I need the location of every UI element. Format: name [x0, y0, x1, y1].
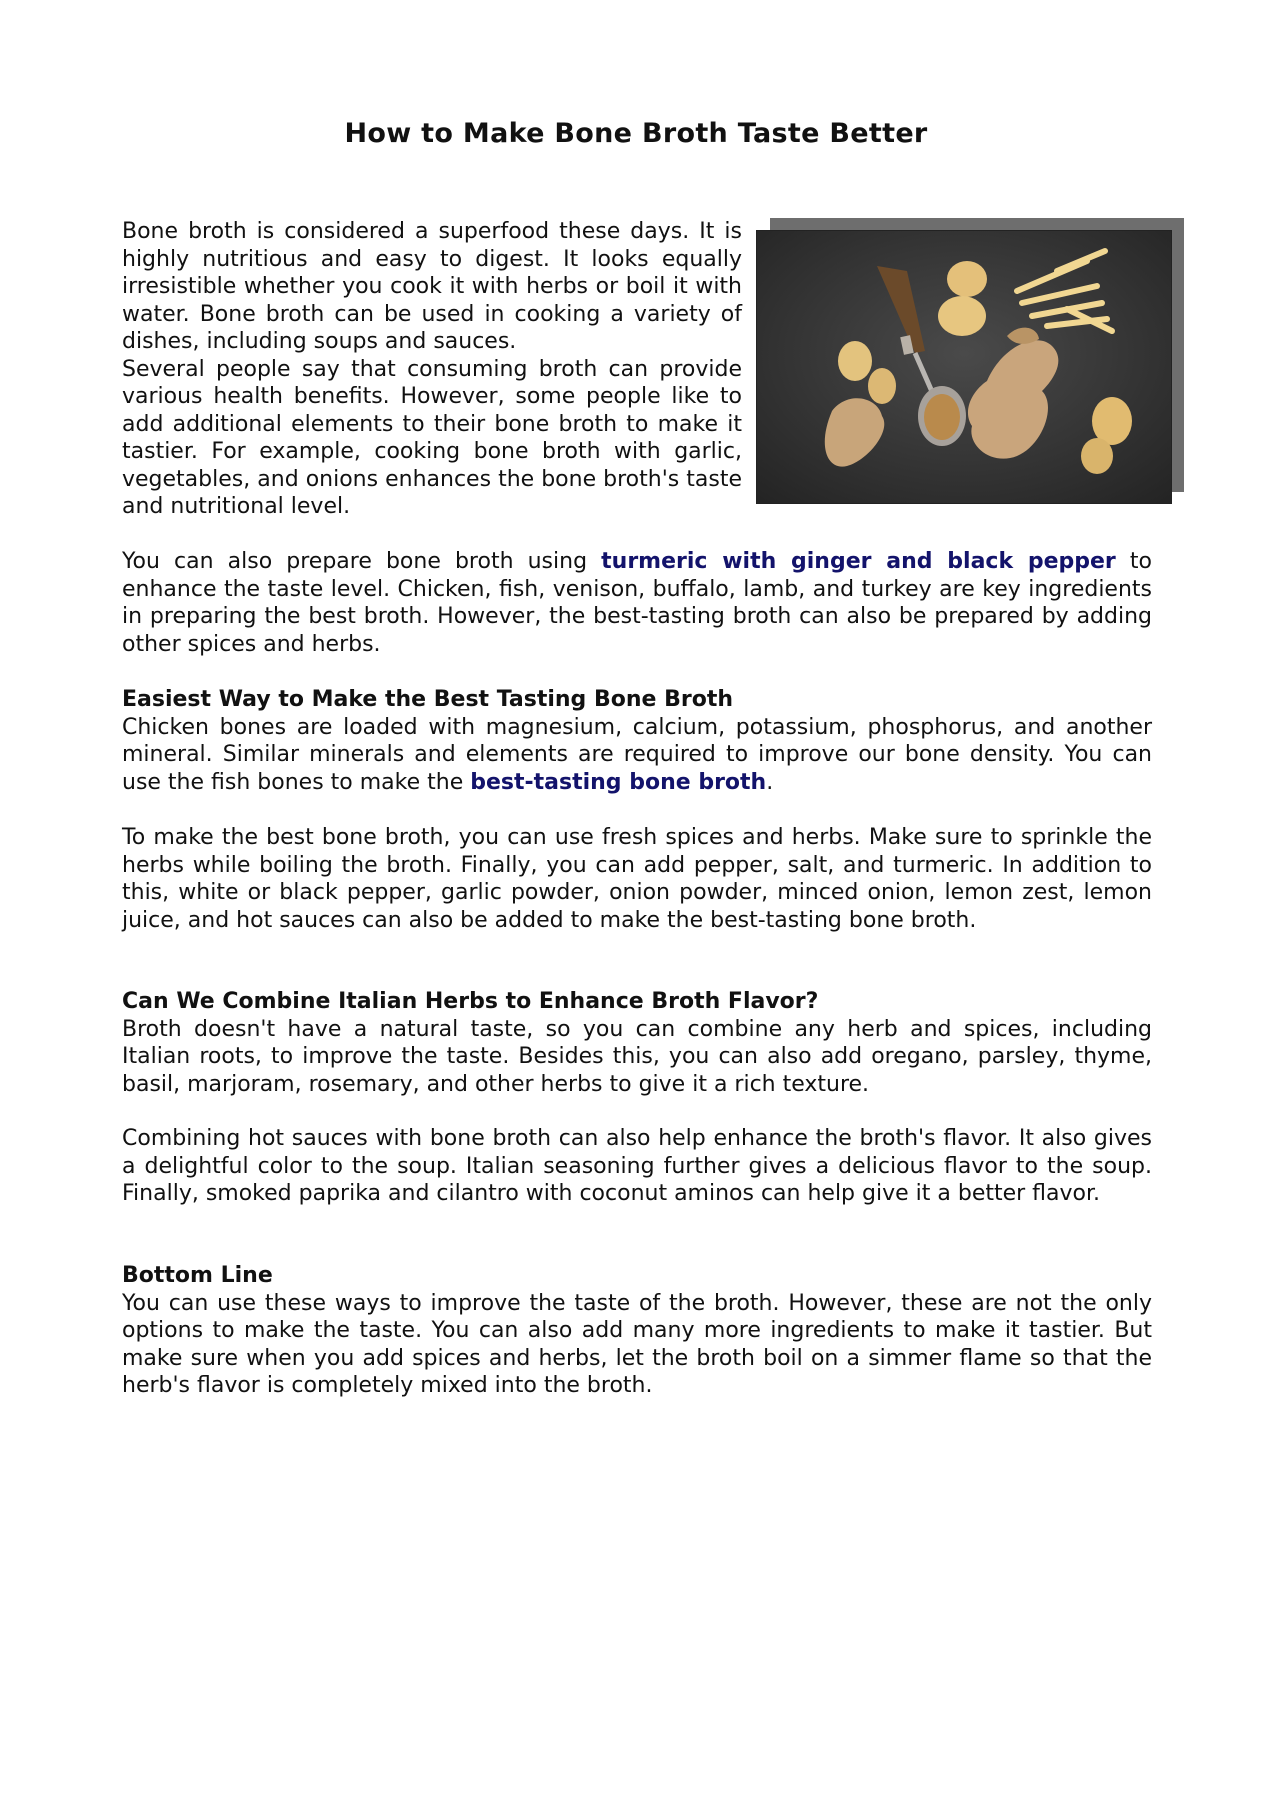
hot-sauce-paragraph: Combining hot sauces with bone broth can also help enhance the broth's flavor. It also gives a delightful color to the soup. Italian seasoning further gives a delicious flavor to the soup. Finally, smoked paprika and cilantro with coconut aminos can help give it a better flavor. — [122, 1126, 1152, 1206]
intro-text — [122, 218, 742, 521]
paragraph-turmeric — [122, 548, 1152, 658]
section-heading-bottom-line: Bottom Line — [122, 1263, 273, 1288]
turmeric-paragraph — [122, 548, 1152, 658]
hot-sauce-block — [122, 1125, 1152, 1208]
bottom-line-paragraph: You can use these ways to improve the taste of the broth. However, these are not the only options to make the taste. You can also add many more ingredients to make it tastier. But make sure when you add spices and herbs, let the broth boil on a simmer flame so that the herb's flavor is completely mixed into the broth. — [122, 1290, 1152, 1398]
minerals-paragraph — [122, 714, 1152, 797]
page-title: How to Make Bone Broth Taste Better — [344, 118, 928, 149]
herbs-paragraph: Broth doesn't have a natural taste, so you can combine any herb and spices, including Italian roots, to improve the taste. Besides this, you can also add oregano, parsley, thyme, basil, marjoram, rosemary, and other herbs to give it a rich texture. — [122, 1016, 1152, 1097]
ginger-photo — [756, 230, 1172, 504]
section-heading-italian-herbs: Can We Combine Italian Herbs to Enhance Broth Flavor? — [122, 989, 819, 1014]
spices-paragraph: To make the best bone broth, you can use fresh spices and herbs. Make sure to sprinkle the herbs while boiling the broth. Finally, you can add pepper, salt, and turmeric. In addition to this, white or black pepper, garlic powder, onion powder, minced onion, lemon zest, lemon juice, and hot sauces can also be added to make the best-tasting bone broth. — [122, 825, 1152, 933]
spices-block — [122, 824, 1152, 934]
minerals-text-after: . — [766, 769, 774, 795]
section-heading-easiest-way: Easiest Way to Make the Best Tasting Bone Broth — [122, 687, 733, 712]
turmeric-text-after: to enhance the taste level. Chicken, fish, venison, buffalo, lamb, and turkey are key ingredients in preparing the best broth. However, the best-tasting broth can also be prepared by adding other spices and herbs. — [122, 549, 1152, 657]
intro-paragraph-1: Bone broth is considered a superfood these days. It is highly nutritious and easy to digest. It looks equally irresistible whether you cook it with herbs or boil it with water. Bone broth can be used in cooking a variety of dishes, including soups and sauces. — [122, 219, 742, 354]
best-tasting-bone-broth-link[interactable]: best-tasting bone broth — [470, 769, 767, 795]
intro-paragraph-2: Several people say that consuming broth can provide various health benefits. However, some people like to add additional elements to their bone broth to make it tastier. For example, cooking bone broth with garlic, vegetables, and onions enhances the bone broth's taste and nutritional level. — [122, 356, 742, 519]
section-easiest-way — [122, 686, 1152, 796]
ginger-photo-frame — [756, 230, 1180, 514]
turmeric-text-before: You can also prepare bone broth using — [122, 549, 602, 574]
turmeric-ginger-pepper-link[interactable]: turmeric with ginger and black pepper — [601, 549, 1116, 574]
section-bottom-line — [122, 1262, 1152, 1400]
minerals-text-before: Chicken bones are loaded with magnesium, calcium, potassium, phosphorus, and another mineral. Similar minerals and elements are required to improve our bone density. You can use the fish bones to make the — [122, 714, 1152, 795]
section-italian-herbs — [122, 988, 1152, 1098]
